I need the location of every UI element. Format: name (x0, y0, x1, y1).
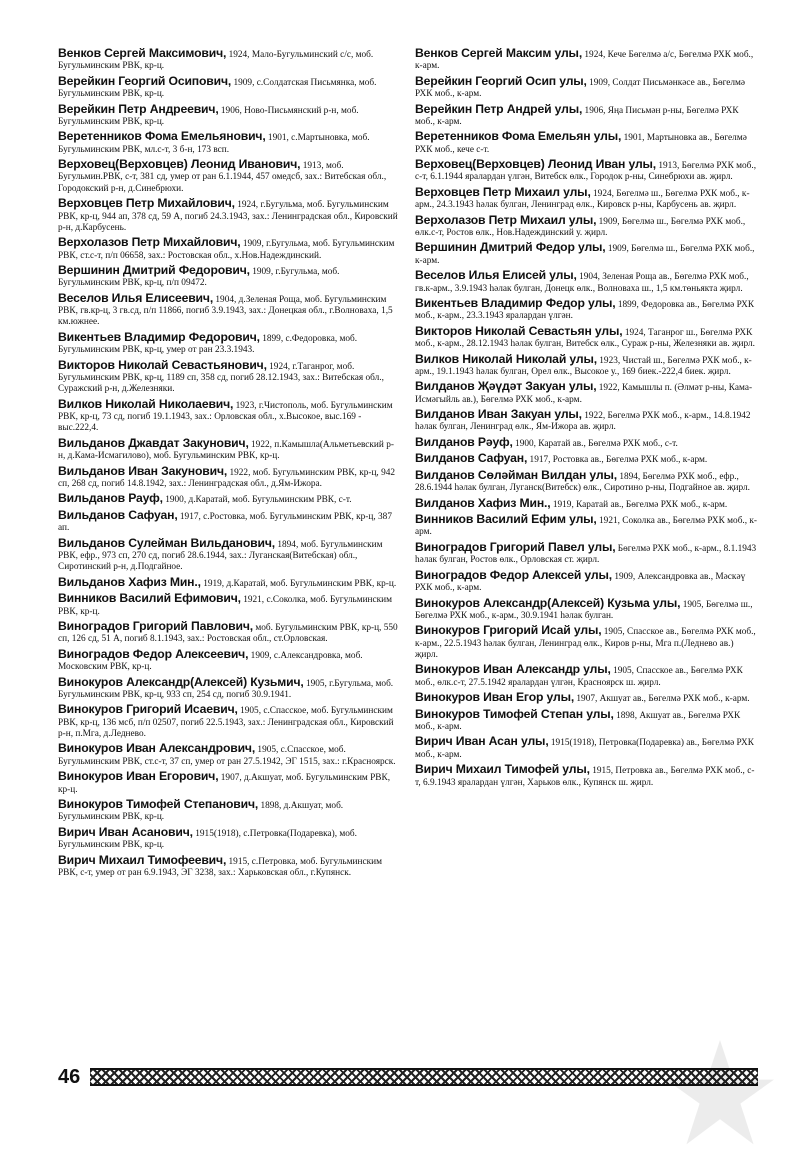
list-item (58, 493, 401, 506)
person-name: Вершинин Дмитрий Федорович, (58, 263, 250, 278)
list-item (58, 131, 401, 156)
list-item (415, 764, 758, 789)
person-details: 1915, Петровка ав., Бөгелмә РХК моб., с-т, 6.9.1943 яралардан үлгән, Харьков өлк., Купянск ш. җирл. (415, 766, 755, 788)
list-item (58, 824, 401, 852)
person-details: 1909, г.Бугульма, моб. Бугульминским РВК, ст.с-т, п/п 06658, зах.: Ростовская обл., х.Нов.Надеждинский. (58, 239, 395, 261)
list-item (58, 198, 401, 234)
list-item (415, 298, 758, 323)
person-name: Виноградов Федор Алексеевич, (58, 646, 249, 661)
list-item (415, 212, 758, 240)
person-details: 1909, Бөгелмә ш., Бөгелмә РХК моб., өлк.с-т, Ростов өлк., Нов.Надеждинский у. җирл. (415, 216, 746, 238)
person-name: Верейкин Георгий Осипович, (58, 73, 232, 88)
person-name: Вильданов Джавдат Закунович, (58, 435, 249, 450)
person-details: 1921, с.Соколка, моб. Бугульминским РВК, кр-ц. (58, 595, 393, 617)
ornament-border (90, 1068, 758, 1086)
person-name: Винокуров Иван Егор улы, (415, 690, 575, 705)
person-details: 1913, моб. Бугульмин.РВК, с-т, 381 сд, умер от ран 6.1.1944, 457 омедсб, зах.: Витебская обл., Городокский р-н, д.Синебрюхи. (58, 161, 387, 194)
list-item (415, 736, 758, 761)
list-item (415, 381, 758, 406)
list-item (415, 184, 758, 212)
person-details: 1901, Мартыновка ав., Бөгелмә РХК моб., кече с-т. (415, 133, 747, 155)
person-details: 1924, Бөгелмә ш., Бөгелмә РХК моб., к-арм., 24.3.1943 һәлак булган, Ленинград өлк., Кировск р-ны, Карбусень ав. җирл. (415, 188, 750, 211)
person-details: 1924, Кече Бөгелмә а/с, Бөгелмә РХК моб., к-арм. (415, 50, 754, 72)
person-name: Верейкин Петр Андреевич, (58, 101, 219, 116)
person-details: 1921, Соколка ав., Бөгелмә РХК моб., к-арм. (415, 516, 758, 538)
person-name: Вильданов Иван Закунович, (58, 463, 228, 478)
list-item (58, 646, 401, 674)
person-name: Вилданов Рәуф, (415, 434, 513, 449)
list-item (58, 852, 401, 880)
list-item (415, 706, 758, 734)
person-details: 1905, Спасское ав., Бөгелмә РХК моб., к-арм., 22.5.1943 һәлак булган, Ленинград өлк., Киров р-ны, Мга п.(Леднево ав.) җирл. (415, 627, 756, 660)
person-details: 1923, Чистай ш., Бөгелмә РХК моб., к-арм., 19.1.1943 һәлак булган, Орел өлк., Высокое у., 169 биек.-222,4 биек. җирл. (415, 355, 752, 377)
list-item (415, 101, 758, 129)
person-details: 1907, д.Акшуат, моб. Бугульминским РВК, кр-ц. (58, 773, 391, 795)
person-name: Вилданов Иван Закуан улы, (415, 407, 582, 422)
list-item (415, 409, 758, 434)
russian-column (58, 48, 401, 1058)
person-details: 1905, Бөгелмә ш., Бөгелмә РХК моб., к-арм., 30.9.1941 һәлак булган. (415, 599, 753, 621)
person-name: Винников Василий Ефим улы, (415, 512, 597, 527)
person-name: Верейкин Петр Андрей улы, (415, 101, 583, 116)
list-item (415, 131, 758, 156)
person-name: Вирич Михаил Тимофей улы, (415, 762, 590, 777)
list-item (415, 625, 758, 661)
person-details: 1924, г.Бугульма, моб. Бугульминским РВК, кр-ц, 944 ап, 378 сд, 59 А, погиб 24.3.1943, зах.: Ленинградская обл., Кировский р-н, д.Карбусень. (58, 200, 398, 233)
person-name: Вильданов Сафуан, (58, 507, 178, 522)
list-item (58, 593, 401, 618)
list-item (58, 73, 401, 101)
list-item (415, 495, 758, 511)
list-item (415, 664, 758, 689)
person-details: 1894, Бөгелмә РХК моб., ефр., 28.6.1944 һәлак булган, Луганск(Витебск) өлк., Сиротино р-ны, Подгайное ав. җирл. (415, 471, 750, 494)
list-item (415, 159, 758, 184)
person-name: Вирич Иван Асан улы, (415, 734, 549, 749)
list-item (58, 535, 401, 574)
person-details: 1900, Каратай ав., Бөгелмә РХК моб., с-т. (515, 438, 678, 449)
person-name: Вилданов Сафуан, (415, 451, 528, 466)
list-item (58, 396, 401, 435)
two-column-list (58, 48, 758, 1058)
list-item (415, 467, 758, 495)
person-details: 1917, с.Ростовка, моб. Бугульминским РВК, кр-ц, 387 ап. (58, 511, 392, 534)
list-item (58, 463, 401, 491)
person-name: Верховцев Петр Михайлович, (58, 196, 235, 211)
person-details: 1898, д.Акшуат, моб. Бугульминским РВК, кр-ц. (58, 801, 344, 823)
person-details: 1906, Ново-Письмянский р-н, моб. Бугульминским РВК, кр-ц. (58, 105, 359, 127)
person-details: 1906, Яңа Письмән р-ны, Бөгелмә РХК моб., к-арм. (415, 105, 739, 127)
person-name: Верховцев Петр Михаил улы, (415, 184, 591, 199)
person-details: 1905, Спасское ав., Бөгелмә РХК моб., өлк.с-т, 27.5.1942 яралардан үлгән, Красноярск ш. җирл. (415, 666, 743, 688)
list-item (58, 743, 401, 768)
list-item (58, 674, 401, 702)
list-item (415, 48, 758, 73)
person-name: Винокуров Григорий Исай улы, (415, 623, 602, 638)
list-item (58, 159, 401, 195)
person-details: Бөгелмә РХК моб., к-арм., 8.1.1943 һәлак булган, Ростов өлк., Орловская ст. җирл. (415, 543, 757, 566)
page-footer (58, 1062, 758, 1092)
list-item (58, 357, 401, 396)
person-details: 1894, моб. Бугульминским РВК, ефр., 973 сп, 270 сд, погиб 28.6.1944, зах.: Луганская(Витебская) обл., Сиротинский р-н, д.Подгайное. (58, 539, 383, 573)
person-details: 1922, п.Камышла(Альметьевский р-н, д.Кама-Исмагилово), моб. Бугульминским РВК, кр-ц. (58, 439, 394, 462)
list-item (415, 351, 758, 379)
person-details: 1909, с.Солдатская Письмянка, моб. Бугульминским РВК, кр-ц. (58, 77, 377, 100)
person-name: Винокуров Тимофей Степанович, (58, 797, 259, 812)
person-details: 1922, Камышлы п. (Әлмәт р-ны, Кама-Исмәгыйль ав.), Бөгелмә РХК моб., к-арм. (415, 383, 753, 405)
list-item (415, 73, 758, 101)
person-name: Веретенников Фома Емельянович, (58, 129, 266, 144)
list-item (415, 539, 758, 567)
person-name: Вилданов Җәүдәт Закуан улы, (415, 379, 597, 394)
person-details: 1924, г.Таганрог, моб. Бугульминским РВК, кр-ц, 1189 сп, 358 сд, погиб 28.12.1943, зах.: Витебская обл., Суражский р-н, д.Железняки. (58, 361, 384, 395)
person-name: Викентьев Владимир Федор улы, (415, 296, 616, 311)
tatar-column (415, 48, 758, 1058)
person-details: 1909, Солдат Письмәнкәсе ав., Бөгелмә РХК моб., к-арм. (415, 77, 746, 100)
person-details: 1923, г.Чистополь, моб. Бугульминским РВК, кр-ц, 73 сд, погиб 19.1.1943, зах.: Орловская обл., х.Высокое, выс.169 - выс.222,4. (58, 400, 393, 434)
person-name: Веселов Илья Елисей улы, (415, 268, 577, 283)
list-item (58, 507, 401, 535)
person-details: 1922, Бөгелмә РХК моб., к-арм., 14.8.1942 һәлак булган, Ленинград өлк., Ям-Ижора ав. җирл. (415, 411, 751, 433)
list-item (58, 574, 401, 590)
person-name: Винокуров Тимофей Степан улы, (415, 706, 614, 721)
person-details: 1899, Федоровка ав., Бөгелмә РХК моб., к-арм., 23.3.1943 яралардан үлгән. (415, 300, 755, 322)
list-item (58, 329, 401, 357)
person-details: 1909, с.Александровка, моб. Московским РВК, кр-ц. (58, 650, 363, 673)
list-item (58, 621, 401, 646)
list-item (415, 270, 758, 295)
person-name: Венков Сергей Максим улы, (415, 46, 583, 60)
person-name: Вильданов Рауф, (58, 491, 163, 506)
person-name: Викентьев Владимир Федорович, (58, 329, 260, 344)
list-item (415, 595, 758, 623)
list-item (415, 514, 758, 539)
page-number: 46 (58, 1065, 81, 1088)
person-name: Виноградов Григорий Павел улы, (415, 539, 616, 554)
person-name: Вирич Иван Асанович, (58, 824, 193, 839)
person-name: Виноградов Федор Алексей улы, (415, 567, 612, 582)
person-name: Венков Сергей Максимович, (58, 46, 227, 60)
person-name: Винокуров Александр(Алексей) Кузьмич, (58, 674, 304, 689)
list-item (415, 323, 758, 351)
person-details: 1904, Зеленая Роща ав., Бөгелмә РХК моб., гв.к-арм., 3.9.1943 һәлак булган, Донецк өлк., Волноваха ш., 1,5 км.төньякта җирл. (415, 272, 749, 294)
person-details: 1904, д.Зеленая Роща, моб. Бугульминским РВК, гв.кр-ц, 3 гв.сд, п/п 11866, погиб 3.9.1943, зах.: Донецкая обл., г.Волноваха, 1,5 км.южнее. (58, 294, 393, 328)
person-name: Винников Василий Ефимович, (58, 591, 241, 606)
person-details: 1905, с.Спасское, моб. Бугульминским РВК, кр-ц, 136 мсб, п/п 02507, погиб 22.5.1943, зах.: Ленинградская обл., Кировский р-н, п.Мга, д.Леднево. (58, 706, 394, 739)
list-item (415, 434, 758, 450)
person-details: моб. Бугульминским РВК, кр-ц, 550 сп, 126 сд, 51 А, погиб 8.1.1943, зах.: Ростовская обл., ст.Орловская. (58, 623, 398, 645)
person-details: 1905, г.Бугульма, моб. Бугульминским РВК, кр-ц, 933 сп, 254 сд, погиб 30.9.1941. (58, 678, 394, 700)
person-details: 1905, с.Спасское, моб. Бугульминским РВК, ст.с-т, 37 сп, умер от ран 27.5.1942, ЭГ 1515, зах.: г.Красноярск. (58, 745, 396, 767)
person-details: 1924, Мало-Бугульминский с/с, моб. Бугульминским РВК, кр-ц. (58, 50, 374, 72)
list-item (58, 265, 401, 290)
person-name: Викторов Николай Севастьян улы, (415, 323, 623, 338)
list-item (58, 237, 401, 262)
person-details: 1919, д.Каратай, моб. Бугульминским РВК, кр-ц. (203, 578, 397, 589)
list-item (415, 242, 758, 267)
person-name: Винокуров Григорий Исаевич, (58, 702, 238, 717)
person-details: 1915(1918), Петровка(Подаревка) ав., Бөгелмә РХК моб., к-арм. (415, 738, 754, 760)
person-name: Виноградов Григорий Павлович, (58, 619, 254, 634)
list-item (58, 290, 401, 329)
person-name: Вилданов Хафиз Мин., (415, 495, 551, 510)
list-item (58, 435, 401, 463)
person-name: Вилданов Сөләйман Вилдан улы, (415, 467, 617, 482)
person-name: Вильданов Хафиз Мин., (58, 574, 201, 589)
person-name: Вильданов Сулейман Вильданович, (58, 535, 276, 550)
person-details: 1924, Таганрог ш., Бөгелмә РХК моб., к-арм., 28.12.1943 һәлак булган, Витебск өлк., Сураж р-ны, Железняки ав. җирл. (415, 327, 755, 350)
person-details: 1900, д.Каратай, моб. Бугульминским РВК, с-т. (165, 495, 352, 506)
person-name: Верхолазов Петр Михаил улы, (415, 212, 597, 227)
person-name: Винокуров Иван Александрович, (58, 741, 256, 756)
person-details: 1909, Александровка ав., Мәскәү РХК моб., к-арм. (415, 571, 746, 594)
person-name: Винокуров Иван Александр улы, (415, 662, 611, 677)
person-name: Винокуров Иван Егорович, (58, 769, 219, 784)
list-item (58, 704, 401, 740)
person-details: 1919, Каратай ав., Бөгелмә РХК моб., к-арм. (552, 499, 728, 510)
list-item (58, 799, 401, 824)
person-details: 1907, Акшуат ав., Бөгелмә РХК моб., к-арм. (576, 694, 750, 705)
person-details: 1909, г.Бугульма, моб. Бугульминским РВК, кр-ц, п/п 09472. (58, 267, 340, 289)
person-name: Викторов Николай Севастьянович, (58, 357, 267, 372)
list-item (415, 567, 758, 595)
person-details: 1913, Бөгелмә РХК моб., с-т, 6.1.1944 яралардан үлгән, Витебск өлк., Городок р-ны, Синебрюхи ав. җирл. (415, 161, 757, 183)
person-name: Вилков Николай Николаевич, (58, 396, 234, 411)
person-details: 1915(1918), с.Петровка(Подаревка), моб. Бугульминским РВК, кр-ц. (58, 828, 357, 851)
list-item (58, 771, 401, 796)
list-item (58, 101, 401, 129)
person-name: Вершинин Дмитрий Федор улы, (415, 240, 606, 255)
person-details: 1922, моб. Бугульминским РВК, кр-ц, 942 сп, 268 сд, погиб 14.8.1942, зах.: Ленинградская обл., д.Ям-Ижора. (58, 467, 396, 489)
person-name: Верейкин Георгий Осип улы, (415, 73, 587, 88)
person-name: Веселов Илья Елисеевич, (58, 290, 214, 305)
person-name: Верховец(Верховцев) Леонид Иван улы, (415, 157, 657, 172)
person-details: 1901, с.Мартыновка, моб. Бугульминским РВК, мл.с-т, 3 б-н, 173 всп. (58, 133, 370, 155)
person-details: 1909, Бөгелмә ш., Бөгелмә РХК моб., к-арм. (415, 244, 755, 266)
person-details: 1917, Ростовка ав., Бөгелмә РХК моб., к-арм. (529, 455, 708, 466)
list-item (58, 48, 401, 73)
person-name: Верхолазов Петр Михайлович, (58, 235, 241, 250)
person-details: 1899, с.Федоровка, моб. Бугульминским РВК, кр-ц, умер от ран 23.3.1943. (58, 333, 358, 356)
person-name: Верховец(Верховцев) Леонид Иванович, (58, 157, 301, 172)
person-details: 1898, Акшуат ав., Бөгелмә РХК моб., к-арм. (415, 710, 741, 732)
list-item (415, 453, 758, 466)
list-item (415, 692, 758, 705)
person-details: 1915, с.Петровка, моб. Бугульминским РВК, с-т, умер от ран 6.9.1943, ЭГ 3238, зах.: Харьковская обл., г.Купянск. (58, 856, 383, 878)
person-name: Вилков Николай Николай улы, (415, 351, 597, 366)
person-name: Веретенников Фома Емельян улы, (415, 129, 622, 144)
person-name: Вирич Михаил Тимофеевич, (58, 852, 227, 867)
person-name: Винокуров Александр(Алексей) Кузьма улы, (415, 595, 681, 610)
